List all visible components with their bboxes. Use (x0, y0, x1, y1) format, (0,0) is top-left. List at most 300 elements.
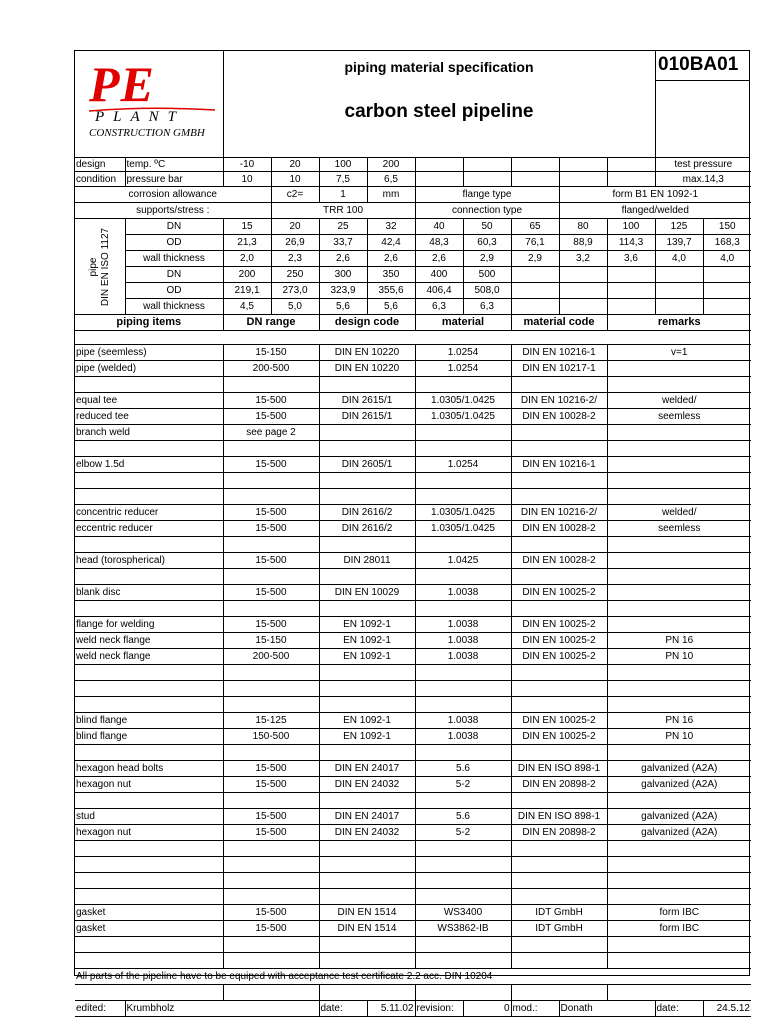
table-row (75, 825, 751, 841)
item-matcode: DIN EN ISO 898-1 (511, 809, 607, 825)
item-remarks (607, 377, 751, 393)
item-range (223, 473, 319, 489)
item-material (415, 697, 511, 713)
pipe-row-label: OD (125, 283, 223, 299)
item-material (415, 793, 511, 809)
item-name (75, 569, 223, 585)
item-code: DIN EN 24032 (319, 825, 415, 841)
item-remarks (607, 457, 751, 473)
item-range (223, 665, 319, 681)
item-range: 15-150 (223, 633, 319, 649)
column-header: material (415, 315, 511, 331)
item-material (415, 601, 511, 617)
item-range (223, 793, 319, 809)
item-material: 5-2 (415, 825, 511, 841)
table-row (75, 345, 751, 361)
item-name (75, 697, 223, 713)
item-remarks (607, 617, 751, 633)
item-remarks: galvanized (A2A) (607, 777, 751, 793)
item-name: branch weld (75, 425, 223, 441)
pipe-dimension-value: 400 (415, 267, 463, 283)
item-name (75, 857, 223, 873)
item-name (75, 953, 223, 969)
item-code (319, 889, 415, 905)
item-code: DIN EN 10029 (319, 585, 415, 601)
item-range: 150-500 (223, 729, 319, 745)
item-remarks: form IBC (607, 905, 751, 921)
item-material (415, 953, 511, 969)
item-code: DIN EN 24017 (319, 809, 415, 825)
pipe-row-label: DN (125, 219, 223, 235)
spec-table (75, 157, 751, 1017)
item-matcode: IDT GmbH (511, 905, 607, 921)
table-row (75, 649, 751, 665)
empty-cell (319, 985, 415, 1001)
item-name: blind flange (75, 729, 223, 745)
specification-sheet (74, 50, 750, 1014)
item-range: 15-500 (223, 505, 319, 521)
revision-value: 0 (463, 1001, 511, 1017)
corrosion-row (75, 187, 751, 203)
flange-type-label: flange type (415, 187, 559, 203)
item-remarks (607, 841, 751, 857)
design-temp-row (75, 157, 751, 172)
item-code (319, 681, 415, 697)
table-row (75, 361, 751, 377)
column-header: piping items (75, 315, 223, 331)
item-matcode (511, 665, 607, 681)
pipe-dimension-value: 200 (223, 267, 271, 283)
edited-label: edited: (75, 1001, 125, 1017)
pipe-dimension-value: 2,3 (271, 251, 319, 267)
item-matcode: DIN EN 10025-2 (511, 729, 607, 745)
item-range (223, 873, 319, 889)
item-code (319, 745, 415, 761)
table-row (75, 761, 751, 777)
item-remarks: v=1 (607, 345, 751, 361)
pipe-dimension-value (511, 267, 559, 283)
item-range: 15-500 (223, 809, 319, 825)
pipe-dimension-value (655, 283, 703, 299)
item-code: DIN EN 1514 (319, 905, 415, 921)
mod-by: Donath (559, 1001, 655, 1017)
item-material (415, 441, 511, 457)
design-label: design (75, 157, 125, 172)
pipe-dimension-value: 125 (655, 219, 703, 235)
pipe-dn-row (75, 267, 751, 283)
item-matcode: DIN EN 10025-2 (511, 585, 607, 601)
item-range: 15-500 (223, 553, 319, 569)
pipe-dimension-value: 5,6 (367, 299, 415, 315)
pipe-dimension-value: 88,9 (559, 235, 607, 251)
item-name: hexagon nut (75, 825, 223, 841)
item-remarks: PN 16 (607, 633, 751, 649)
pipe-od-row (75, 283, 751, 299)
item-matcode (511, 889, 607, 905)
footer-row (75, 1001, 751, 1017)
supports-row (75, 203, 751, 219)
table-row (75, 729, 751, 745)
pipe-row-label: OD (125, 235, 223, 251)
pipe-dimension-value: 2,6 (319, 251, 367, 267)
item-material (415, 841, 511, 857)
item-range (223, 441, 319, 457)
logo-pe-text: PE (89, 56, 155, 112)
item-name (75, 473, 223, 489)
item-matcode: DIN EN 20898-2 (511, 825, 607, 841)
pipe-dimension-value (559, 299, 607, 315)
item-name: gasket (75, 905, 223, 921)
item-remarks (607, 953, 751, 969)
table-row (75, 937, 751, 953)
item-material: 1.0305/1.0425 (415, 393, 511, 409)
item-name: eccentric reducer (75, 521, 223, 537)
table-row (75, 409, 751, 425)
item-range: see page 2 (223, 425, 319, 441)
item-remarks: welded/ (607, 505, 751, 521)
item-code (319, 697, 415, 713)
item-remarks: PN 10 (607, 649, 751, 665)
item-material (415, 937, 511, 953)
item-range: 15-500 (223, 921, 319, 937)
item-material (415, 473, 511, 489)
table-row (75, 953, 751, 969)
item-material: 5-2 (415, 777, 511, 793)
item-code: EN 1092-1 (319, 649, 415, 665)
table-row (75, 793, 751, 809)
item-range (223, 841, 319, 857)
item-name: pipe (seemless) (75, 345, 223, 361)
item-matcode: DIN EN 10217-1 (511, 361, 607, 377)
pipe-dimension-value: 2,6 (367, 251, 415, 267)
item-matcode: DIN EN 10216-1 (511, 457, 607, 473)
pipe-dimension-value (607, 299, 655, 315)
pipe-row-label: DN (125, 267, 223, 283)
pipe-dimension-value: 3,6 (607, 251, 655, 267)
item-matcode: DIN EN 10025-2 (511, 617, 607, 633)
item-name: weld neck flange (75, 633, 223, 649)
item-matcode (511, 841, 607, 857)
item-matcode: IDT GmbH (511, 921, 607, 937)
item-code (319, 569, 415, 585)
date2-value: 24.5.12 (703, 1001, 751, 1017)
pipe-dimension-value: 33,7 (319, 235, 367, 251)
flange-type-value: form B1 EN 1092-1 (559, 187, 751, 203)
item-material: 5.6 (415, 761, 511, 777)
item-name: weld neck flange (75, 649, 223, 665)
item-name (75, 489, 223, 505)
item-name: reduced tee (75, 409, 223, 425)
pipe-dimension-value (655, 267, 703, 283)
item-remarks: welded/ (607, 393, 751, 409)
certificate-note: All parts of the pipeline have to be equiped with acceptance test certificate 2.2 acc. DIN 10204 (75, 969, 751, 985)
pipe-dimension-value: 139,7 (655, 235, 703, 251)
item-range: 15-500 (223, 617, 319, 633)
item-range: 15-500 (223, 905, 319, 921)
item-remarks (607, 553, 751, 569)
item-remarks (607, 585, 751, 601)
item-matcode (511, 745, 607, 761)
item-name: flange for welding (75, 617, 223, 633)
item-material: 1.0254 (415, 345, 511, 361)
item-remarks (607, 937, 751, 953)
item-range: 15-500 (223, 409, 319, 425)
table-row (75, 473, 751, 489)
table-row (75, 857, 751, 873)
pipe-dimension-value: 350 (367, 267, 415, 283)
item-range: 15-500 (223, 777, 319, 793)
pipe-dimension-value: 3,2 (559, 251, 607, 267)
item-material: 1.0038 (415, 713, 511, 729)
item-remarks (607, 441, 751, 457)
item-matcode: DIN EN 10028-2 (511, 553, 607, 569)
empty-cell (223, 985, 319, 1001)
pipe-dimension-value: 65 (511, 219, 559, 235)
item-remarks (607, 697, 751, 713)
item-code (319, 537, 415, 553)
pipe-standard-text: pipe DIN EN ISO 1127 (87, 227, 111, 306)
pressure-value: 7,5 (319, 172, 367, 187)
table-row (75, 457, 751, 473)
item-code: DIN 2605/1 (319, 457, 415, 473)
item-matcode (511, 681, 607, 697)
item-code (319, 601, 415, 617)
item-remarks: PN 10 (607, 729, 751, 745)
table-row (75, 809, 751, 825)
item-code (319, 857, 415, 873)
item-name: stud (75, 809, 223, 825)
pipe-dimension-value: 4,0 (655, 251, 703, 267)
pipe-dimension-value: 508,0 (463, 283, 511, 299)
pipe-row-label: wall thickness (125, 299, 223, 315)
pipe-dimension-value: 2,0 (223, 251, 271, 267)
item-code (319, 953, 415, 969)
c2-label: c2= (271, 187, 319, 203)
items-header-row (75, 315, 751, 331)
item-range (223, 681, 319, 697)
item-remarks: seemless (607, 409, 751, 425)
spec-title: carbon steel pipeline (344, 101, 534, 122)
item-code: DIN EN 24032 (319, 777, 415, 793)
item-material: 1.0038 (415, 617, 511, 633)
pipe-wall-thickness-row (75, 251, 751, 267)
item-material (415, 425, 511, 441)
pipe-dimension-value: 25 (319, 219, 367, 235)
item-remarks (607, 489, 751, 505)
pipe-dimension-value (607, 283, 655, 299)
item-name (75, 441, 223, 457)
table-row (75, 489, 751, 505)
condition-label: condition (75, 172, 125, 187)
item-matcode (511, 601, 607, 617)
item-code (319, 841, 415, 857)
column-header: material code (511, 315, 607, 331)
item-remarks (607, 665, 751, 681)
temp-label: temp. ºC (125, 157, 223, 172)
item-range: 15-500 (223, 585, 319, 601)
item-code (319, 377, 415, 393)
item-matcode (511, 857, 607, 873)
item-name: blank disc (75, 585, 223, 601)
item-code: EN 1092-1 (319, 713, 415, 729)
item-range (223, 889, 319, 905)
supports-label: supports/stress : (75, 203, 271, 219)
item-remarks (607, 361, 751, 377)
temp-value: -10 (223, 157, 271, 172)
item-material (415, 537, 511, 553)
test-pressure-label: test pressure (655, 157, 751, 172)
table-row (75, 441, 751, 457)
pipe-dimension-value: 48,3 (415, 235, 463, 251)
table-row (75, 537, 751, 553)
item-remarks: galvanized (A2A) (607, 825, 751, 841)
table-row (75, 665, 751, 681)
corrosion-label: corrosion allowance (75, 187, 271, 203)
table-row (75, 873, 751, 889)
item-material: 5.6 (415, 809, 511, 825)
mod-label: mod.: (511, 1001, 559, 1017)
pipe-dimension-value: 32 (367, 219, 415, 235)
item-matcode (511, 793, 607, 809)
pressure-value: 10 (223, 172, 271, 187)
temp-value: 200 (367, 157, 415, 172)
table-row (75, 889, 751, 905)
item-remarks (607, 889, 751, 905)
item-matcode (511, 425, 607, 441)
item-code: DIN EN 10220 (319, 361, 415, 377)
item-material: 1.0305/1.0425 (415, 409, 511, 425)
item-matcode: DIN EN 10216-2/ (511, 505, 607, 521)
pipe-dimension-value: 168,3 (703, 235, 751, 251)
item-code: DIN EN 10220 (319, 345, 415, 361)
item-name: equal tee (75, 393, 223, 409)
item-range (223, 857, 319, 873)
document-number-box (655, 51, 750, 157)
item-material (415, 857, 511, 873)
table-row (75, 921, 751, 937)
item-code (319, 425, 415, 441)
spacer-cell (75, 331, 751, 345)
item-name (75, 665, 223, 681)
supports-value: TRR 100 (271, 203, 415, 219)
item-matcode (511, 489, 607, 505)
item-remarks: PN 16 (607, 713, 751, 729)
temp-value: 100 (319, 157, 367, 172)
pipe-dimension-value: 114,3 (607, 235, 655, 251)
pipe-dimension-value (607, 267, 655, 283)
pipe-dimension-value (703, 267, 751, 283)
item-remarks (607, 425, 751, 441)
item-range (223, 601, 319, 617)
item-material: 1.0305/1.0425 (415, 505, 511, 521)
item-code: EN 1092-1 (319, 633, 415, 649)
item-code: DIN 2615/1 (319, 409, 415, 425)
item-matcode: DIN EN 10025-2 (511, 649, 607, 665)
item-code (319, 937, 415, 953)
connection-type-label: connection type (415, 203, 559, 219)
item-range (223, 937, 319, 953)
item-name (75, 601, 223, 617)
empty-cell (607, 985, 751, 1001)
company-logo (75, 51, 224, 157)
table-row (75, 745, 751, 761)
pressure-value: 6,5 (367, 172, 415, 187)
pressure-value: 10 (271, 172, 319, 187)
pipe-dimension-value: 100 (607, 219, 655, 235)
table-row (75, 841, 751, 857)
table-row (75, 905, 751, 921)
item-matcode: DIN EN ISO 898-1 (511, 761, 607, 777)
date2-label: date: (655, 1001, 703, 1017)
item-matcode (511, 697, 607, 713)
edited-by: Krumbholz (125, 1001, 319, 1017)
document-number: 010BA01 (658, 54, 739, 75)
item-remarks (607, 745, 751, 761)
pipe-od-row (75, 235, 751, 251)
pipe-dimension-value: 4,0 (703, 251, 751, 267)
item-name (75, 681, 223, 697)
table-row (75, 569, 751, 585)
sheet-header (75, 51, 749, 158)
logo-company-text: CONSTRUCTION GMBH (89, 127, 205, 139)
pipe-dimension-value: 42,4 (367, 235, 415, 251)
item-code: DIN EN 1514 (319, 921, 415, 937)
item-code (319, 489, 415, 505)
design-pressure-row (75, 172, 751, 187)
item-remarks (607, 873, 751, 889)
item-matcode (511, 473, 607, 489)
item-material: WS3862-IB (415, 921, 511, 937)
item-code (319, 441, 415, 457)
item-material: 1.0254 (415, 361, 511, 377)
pipe-dimension-value: 500 (463, 267, 511, 283)
item-remarks: form IBC (607, 921, 751, 937)
table-row (75, 601, 751, 617)
item-range (223, 697, 319, 713)
pipe-dimension-value: 4,5 (223, 299, 271, 315)
item-remarks (607, 473, 751, 489)
pipe-dimension-value: 406,4 (415, 283, 463, 299)
item-remarks: seemless (607, 521, 751, 537)
item-name (75, 537, 223, 553)
item-range (223, 377, 319, 393)
pipe-dimension-value: 6,3 (463, 299, 511, 315)
pipe-dimension-value (703, 299, 751, 315)
table-row (75, 425, 751, 441)
item-name (75, 745, 223, 761)
table-row (75, 777, 751, 793)
connection-type-value: flanged/welded (559, 203, 751, 219)
item-name (75, 377, 223, 393)
pipe-dimension-value: 2,9 (511, 251, 559, 267)
item-range (223, 537, 319, 553)
item-remarks (607, 601, 751, 617)
item-code (319, 665, 415, 681)
item-matcode (511, 537, 607, 553)
item-range: 15-500 (223, 521, 319, 537)
item-name: hexagon head bolts (75, 761, 223, 777)
item-material (415, 745, 511, 761)
pipe-dimension-value: 20 (271, 219, 319, 235)
pipe-dimension-value: 21,3 (223, 235, 271, 251)
table-row (75, 553, 751, 569)
item-material (415, 569, 511, 585)
test-pressure-value: max.14,3 (655, 172, 751, 187)
pipe-dimension-value (559, 283, 607, 299)
item-range (223, 569, 319, 585)
pipe-dimension-value: 76,1 (511, 235, 559, 251)
table-row (75, 617, 751, 633)
